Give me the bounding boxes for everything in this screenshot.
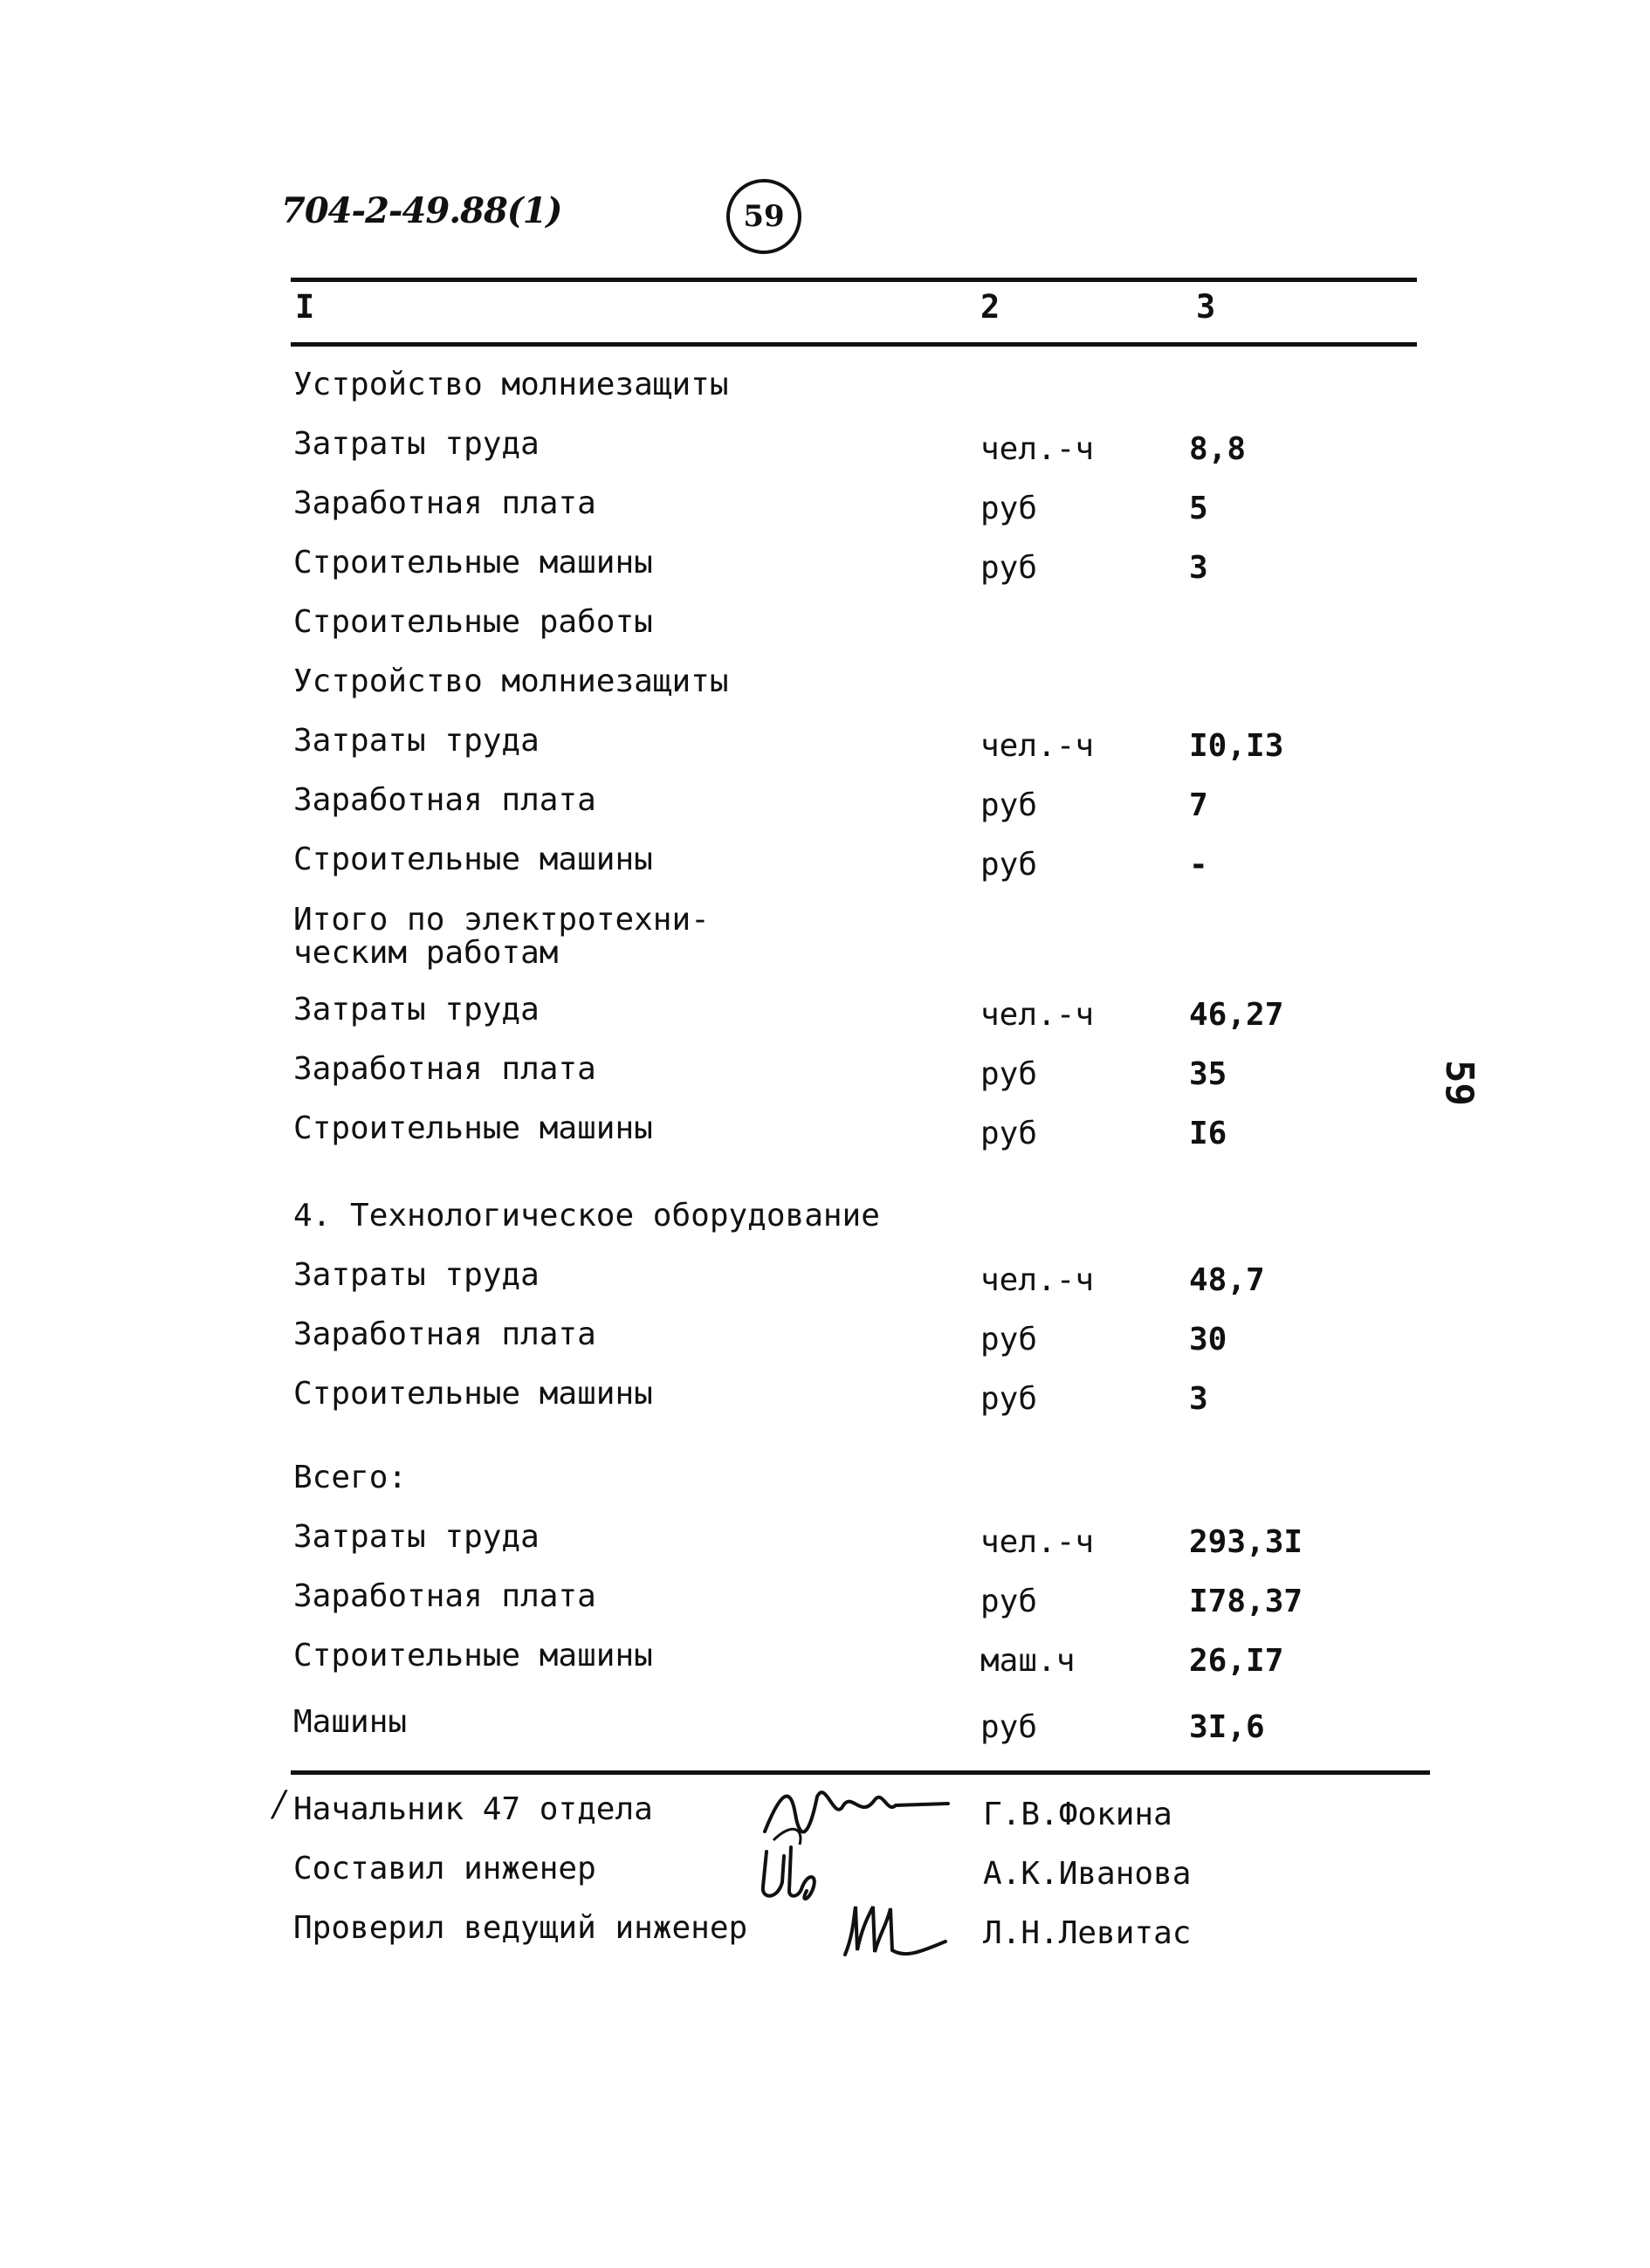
signature-row bbox=[293, 1851, 1254, 1905]
row-name: Строительные машины bbox=[293, 1376, 653, 1412]
row-name: 4. Технологическое оборудование bbox=[293, 1198, 880, 1234]
row-value: I0,I3 bbox=[1189, 728, 1284, 764]
row-value: 46,27 bbox=[1189, 997, 1284, 1033]
table-row bbox=[293, 842, 1428, 894]
signature-role: Проверил ведущий инженер bbox=[293, 1910, 748, 1946]
page-number-circle: 59 bbox=[726, 179, 801, 254]
row-name: Устройство молниезащиты bbox=[293, 367, 729, 402]
signatory-name: А.К.Иванова bbox=[983, 1856, 1192, 1892]
row-name: Устройство молниезащиты bbox=[293, 663, 729, 699]
row-unit: руб bbox=[980, 1381, 1038, 1417]
row-unit: руб bbox=[980, 787, 1038, 823]
table-row bbox=[293, 485, 1428, 538]
row-unit: чел.-ч bbox=[980, 728, 1095, 764]
table-top-rule bbox=[291, 278, 1417, 282]
subtotal-note-line2: ческим работам bbox=[293, 935, 559, 971]
row-unit: руб bbox=[980, 847, 1038, 883]
row-name: Всего: bbox=[293, 1460, 408, 1495]
column-header-1: I bbox=[295, 288, 315, 326]
row-unit: руб bbox=[980, 1056, 1038, 1092]
row-value: 7 bbox=[1189, 787, 1208, 823]
row-unit: руб bbox=[980, 1709, 1038, 1745]
signatory-name: Г.В.Фокина bbox=[983, 1797, 1172, 1832]
row-name: Строительные работы bbox=[293, 604, 653, 640]
signature-role: Начальник 47 отдела bbox=[293, 1791, 653, 1827]
table-row bbox=[293, 1638, 1428, 1690]
row-value: 3I,6 bbox=[1189, 1709, 1265, 1745]
table-row bbox=[293, 723, 1428, 775]
subtotal-note-line1: Итого по электротехни- bbox=[293, 902, 710, 938]
row-unit: чел.-ч bbox=[980, 1524, 1095, 1560]
table-row bbox=[293, 992, 1428, 1044]
table-row bbox=[293, 545, 1428, 597]
table-row bbox=[293, 1198, 1428, 1250]
row-name: Заработная плата bbox=[293, 1051, 596, 1087]
row-name: Затраты труда bbox=[293, 992, 540, 1027]
row-name: Затраты труда bbox=[293, 426, 540, 462]
row-name: Строительные машины bbox=[293, 842, 653, 877]
row-value: 26,I7 bbox=[1189, 1643, 1284, 1679]
table-row bbox=[293, 1704, 1428, 1756]
row-unit: маш.ч bbox=[980, 1643, 1076, 1679]
row-unit: чел.-ч bbox=[980, 431, 1095, 467]
row-name: Затраты труда bbox=[293, 1257, 540, 1293]
row-value: 30 bbox=[1189, 1322, 1227, 1357]
row-name: Машины bbox=[293, 1704, 408, 1740]
row-unit: руб bbox=[980, 1116, 1038, 1151]
signature-row bbox=[293, 1791, 1254, 1845]
row-name: Строительные машины bbox=[293, 545, 653, 581]
table-row bbox=[293, 1257, 1428, 1309]
table-row bbox=[293, 1460, 1428, 1512]
signature-top-rule bbox=[291, 1770, 1430, 1775]
subtotal-note bbox=[293, 904, 710, 970]
table-row bbox=[293, 426, 1428, 478]
row-name: Строительные машины bbox=[293, 1110, 653, 1146]
row-value: I78,37 bbox=[1189, 1584, 1303, 1619]
table-row bbox=[293, 782, 1428, 835]
table-row bbox=[293, 1110, 1428, 1163]
row-name: Заработная плата bbox=[293, 485, 596, 521]
side-page-number: 59 bbox=[1436, 1060, 1482, 1106]
table-row bbox=[293, 1519, 1428, 1571]
table-row bbox=[293, 1578, 1428, 1631]
signatory-name: Л.Н.Левитас bbox=[983, 1915, 1192, 1951]
row-unit: руб bbox=[980, 491, 1038, 526]
row-unit: руб bbox=[980, 550, 1038, 586]
row-unit: руб bbox=[980, 1584, 1038, 1619]
table-row bbox=[293, 1051, 1428, 1103]
row-value: 35 bbox=[1189, 1056, 1227, 1092]
row-value: 5 bbox=[1189, 491, 1208, 526]
table-row bbox=[293, 1376, 1428, 1428]
table-header-rule bbox=[291, 342, 1417, 347]
row-name: Заработная плата bbox=[293, 1578, 596, 1614]
table-row bbox=[293, 604, 1428, 656]
row-value: 8,8 bbox=[1189, 431, 1247, 467]
margin-tick-mark: / bbox=[273, 1784, 285, 1825]
signature-row bbox=[293, 1910, 1254, 1964]
row-unit: чел.-ч bbox=[980, 1262, 1095, 1298]
column-header-2: 2 bbox=[980, 288, 1000, 326]
column-header-3: 3 bbox=[1196, 288, 1216, 326]
row-value: I6 bbox=[1189, 1116, 1227, 1151]
row-name: Затраты труда bbox=[293, 723, 540, 759]
table-row bbox=[293, 367, 1428, 419]
row-unit: чел.-ч bbox=[980, 997, 1095, 1033]
row-value: 293,3I bbox=[1189, 1524, 1303, 1560]
row-name: Затраты труда bbox=[293, 1519, 540, 1555]
handwritten-signature bbox=[836, 1898, 959, 1968]
table-row bbox=[293, 663, 1428, 716]
row-unit: руб bbox=[980, 1322, 1038, 1357]
document-code: 704-2-49.88(1) bbox=[281, 190, 562, 231]
table-row bbox=[293, 1316, 1428, 1369]
signature-role: Составил инженер bbox=[293, 1851, 596, 1887]
row-value: 3 bbox=[1189, 1381, 1208, 1417]
row-value: 3 bbox=[1189, 550, 1208, 586]
row-name: Строительные машины bbox=[293, 1638, 653, 1674]
row-name: Заработная плата bbox=[293, 1316, 596, 1352]
row-value: 48,7 bbox=[1189, 1262, 1265, 1298]
row-value: - bbox=[1189, 847, 1208, 883]
row-name: Заработная плата bbox=[293, 782, 596, 818]
